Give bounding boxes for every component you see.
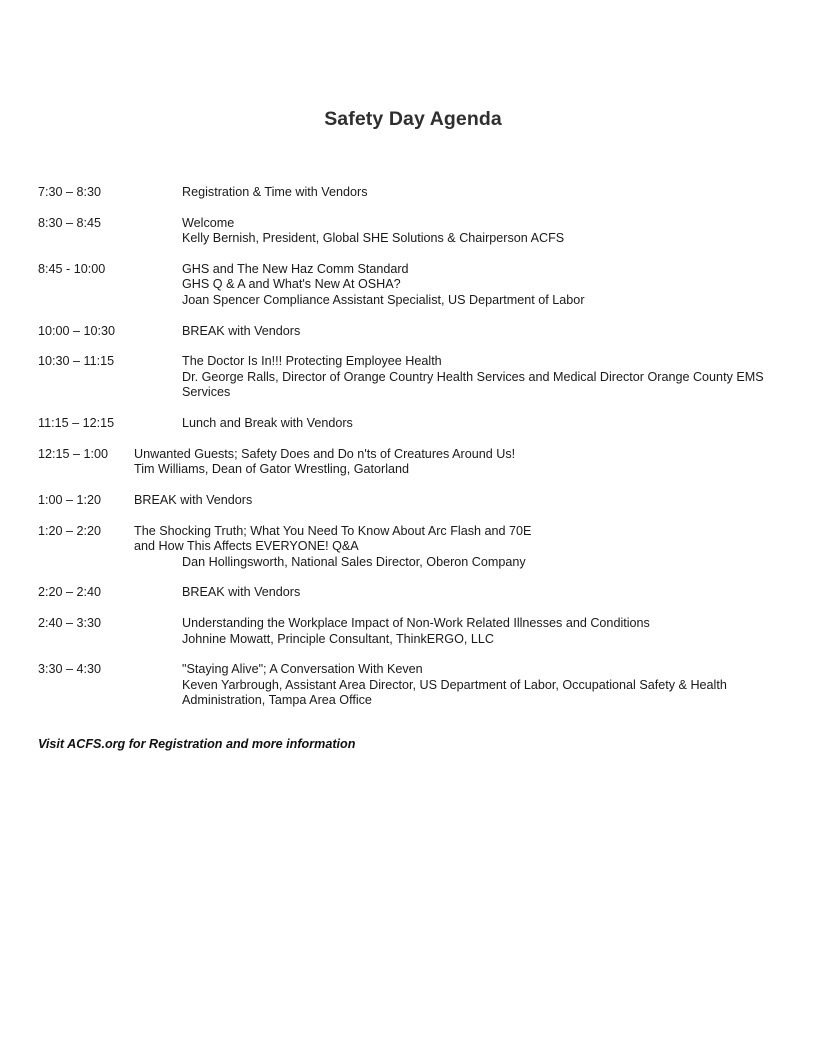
agenda-entry <box>38 447 798 478</box>
agenda-line: Registration & Time with Vendors <box>182 185 368 199</box>
agenda-details <box>38 493 798 508</box>
agenda-line: GHS Q & A and What's New At OSHA? <box>182 277 401 292</box>
agenda-line: "Staying Alive"; A Conversation With Keven <box>182 662 423 677</box>
agenda-line: Unwanted Guests; Safety Does and Do n'ts of Creatures Around Us! <box>134 446 516 461</box>
agenda-line: GHS and The New Haz Comm Standard <box>182 262 409 276</box>
agenda-line: Dr. George Ralls, Director of Orange Country Health Services and Medical Director Orange County EMS Services <box>182 369 764 400</box>
agenda-details <box>38 585 798 600</box>
agenda-list <box>38 185 798 724</box>
agenda-time: 12:15 – 1:00 <box>38 446 109 461</box>
agenda-time: 10:00 – 10:30 <box>38 323 116 338</box>
agenda-details <box>38 216 798 247</box>
agenda-details <box>38 416 798 431</box>
agenda-line: Understanding the Workplace Impact of Non-Work Related Illnesses and Conditions <box>182 616 650 631</box>
agenda-entry <box>38 416 798 431</box>
agenda-details <box>38 262 798 308</box>
agenda-line: BREAK with Vendors <box>182 323 301 338</box>
agenda-line: Welcome <box>182 215 235 230</box>
agenda-line: Kelly Bernish, President, Global SHE Solutions & Chairperson ACFS <box>182 231 565 246</box>
agenda-time: 10:30 – 11:15 <box>38 354 115 369</box>
agenda-details <box>38 616 798 647</box>
agenda-line: The Doctor Is In!!! Protecting Employee Health <box>182 354 442 369</box>
agenda-entry <box>38 185 798 200</box>
agenda-entry <box>38 493 798 508</box>
registration-note: Visit ACFS.org for Registration and more information <box>38 737 356 751</box>
agenda-time: 3:30 – 4:30 <box>38 662 102 677</box>
agenda-entry <box>38 585 798 600</box>
agenda-line: Tim Williams, Dean of Gator Wrestling, Gatorland <box>134 462 410 477</box>
agenda-time: 8:45 - 10:00 <box>38 262 106 276</box>
agenda-line: and How This Affects EVERYONE! Q&A <box>134 539 359 554</box>
agenda-line: BREAK with Vendors <box>182 585 301 600</box>
agenda-details <box>38 185 798 200</box>
agenda-entry <box>38 354 798 400</box>
agenda-entry <box>38 216 798 247</box>
page-title: Safety Day Agenda <box>324 108 502 130</box>
agenda-details <box>38 524 798 570</box>
agenda-entry <box>38 524 798 570</box>
agenda-line: The Shocking Truth; What You Need To Know About Arc Flash and 70E <box>134 523 532 538</box>
agenda-line: Dan Hollingsworth, National Sales Director, Oberon Company <box>182 554 526 569</box>
agenda-details <box>38 447 798 478</box>
agenda-details <box>38 354 798 400</box>
agenda-line: Keven Yarbrough, Assistant Area Director, US Department of Labor, Occupational Safety & Health Administration, Tampa Area Office <box>182 677 727 708</box>
agenda-entry <box>38 616 798 647</box>
agenda-entry <box>38 324 798 339</box>
agenda-time: 7:30 – 8:30 <box>38 185 102 199</box>
agenda-entry <box>38 262 798 308</box>
agenda-line: Lunch and Break with Vendors <box>182 416 353 431</box>
agenda-details <box>38 662 798 708</box>
agenda-time: 2:40 – 3:30 <box>38 616 102 631</box>
agenda-line: Johnine Mowatt, Principle Consultant, ThinkERGO, LLC <box>182 631 494 646</box>
agenda-time: 2:20 – 2:40 <box>38 585 102 600</box>
agenda-time: 8:30 – 8:45 <box>38 215 102 230</box>
agenda-time: 1:20 – 2:20 <box>38 523 102 538</box>
agenda-time: 11:15 – 12:15 <box>38 416 115 431</box>
agenda-entry <box>38 662 798 708</box>
agenda-details <box>38 324 798 339</box>
agenda-line: BREAK with Vendors <box>134 493 253 508</box>
agenda-time: 1:00 – 1:20 <box>38 493 102 508</box>
agenda-line: Joan Spencer Compliance Assistant Specialist, US Department of Labor <box>182 292 585 307</box>
